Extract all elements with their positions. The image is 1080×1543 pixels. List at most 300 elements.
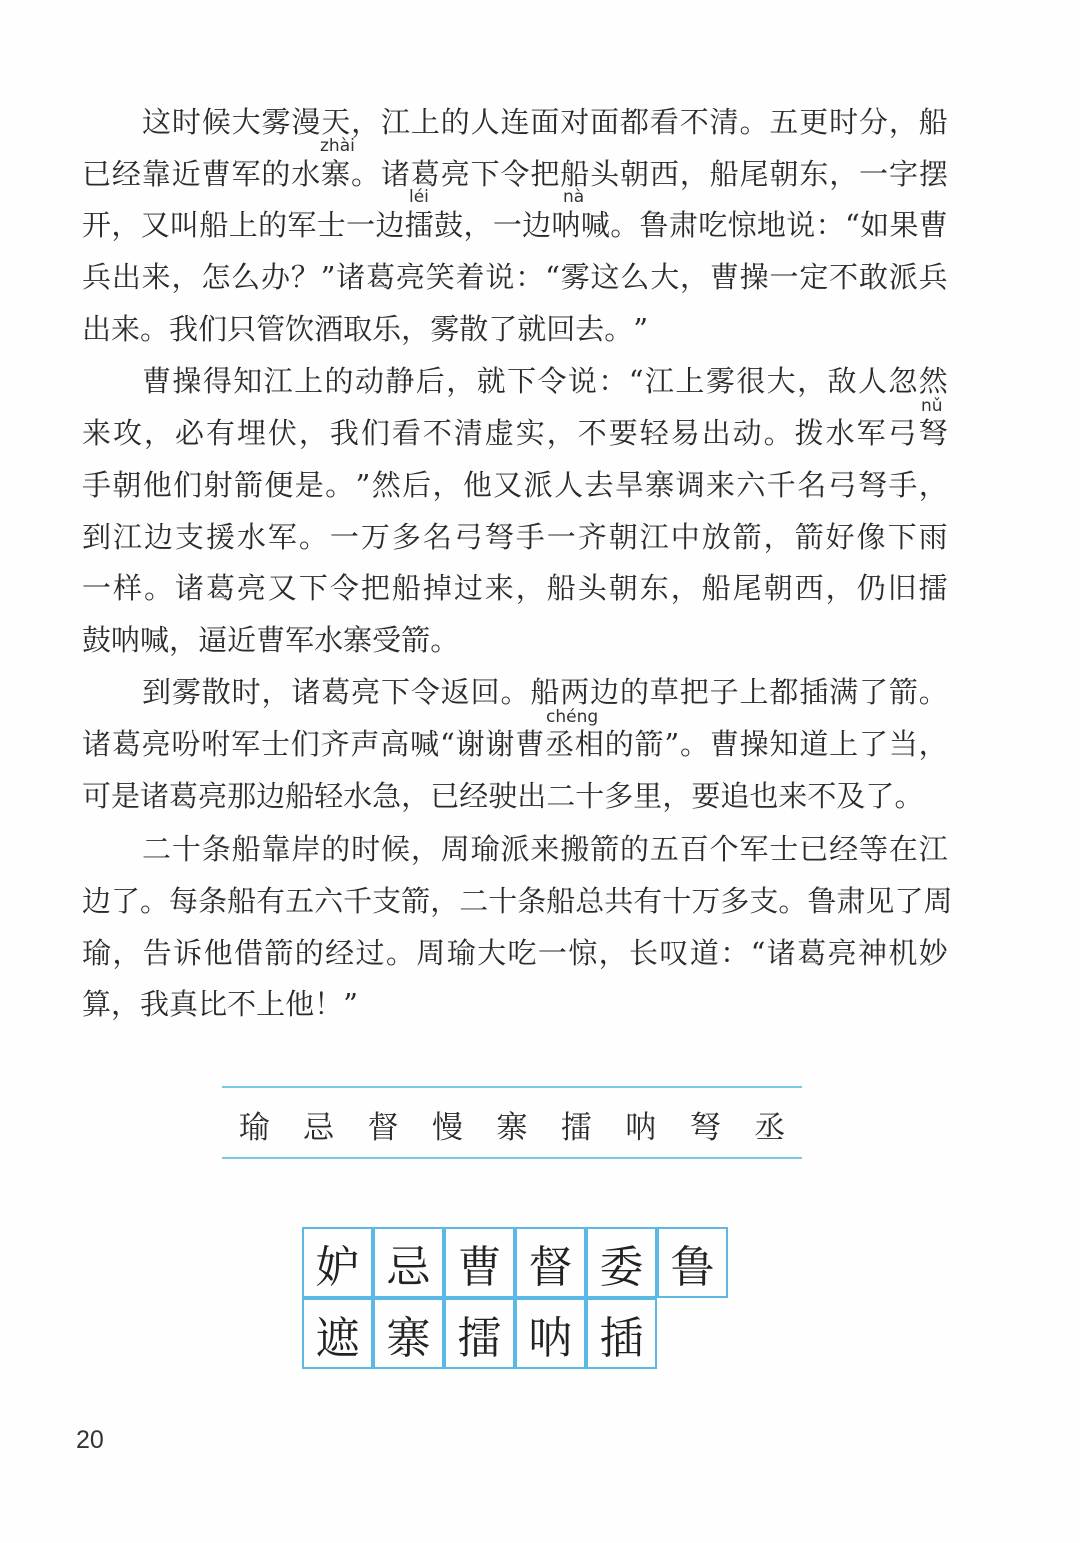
text-char: 返 [440, 675, 470, 709]
text-char: 诸 [174, 571, 204, 605]
text-char: 葛 [321, 675, 351, 709]
text-char: 去 [575, 312, 605, 346]
text-char: 江 [263, 364, 293, 398]
text-char: 我 [329, 416, 359, 450]
text-char: 雨 [918, 520, 948, 554]
text-char: 里 [633, 779, 663, 813]
text-char: 比 [198, 987, 228, 1021]
text-char: 说 [786, 208, 816, 242]
text-char: 出 [517, 779, 547, 813]
text-char: 弓 [453, 520, 483, 554]
text-char: 曹 [918, 208, 948, 242]
text-char: 放 [701, 520, 731, 554]
text-char: 有 [205, 416, 235, 450]
text-char: 时 [829, 105, 859, 139]
text-char: 妙 [918, 936, 948, 970]
text-char: 了 [859, 675, 889, 709]
text-char: 定 [799, 260, 829, 294]
text-char: 江 [381, 105, 411, 139]
text-char: 可 [82, 779, 112, 813]
text-char: ， [111, 208, 141, 242]
text-char: 来 [82, 416, 112, 450]
text-char: 军 [267, 520, 297, 554]
text-char: 。 [385, 936, 415, 970]
text-char: 要 [608, 416, 638, 450]
text-line [82, 724, 948, 764]
text-char: 回 [546, 312, 576, 346]
text-char: 边 [82, 884, 112, 918]
text-line [82, 881, 953, 921]
text-char: 十 [488, 884, 518, 918]
text-char: 不 [422, 416, 452, 450]
text-char: 东 [639, 571, 669, 605]
text-char: 弩 [857, 468, 887, 502]
text-char: 怎 [201, 260, 231, 294]
text-char: 已 [82, 157, 112, 191]
text-char: 上 [256, 987, 286, 1021]
text-char: 二 [142, 832, 172, 866]
text-char: 人 [470, 105, 500, 139]
text-char: 亮 [351, 675, 381, 709]
text-char: 援 [205, 520, 235, 554]
text-char: 头 [577, 571, 607, 605]
text-char: ： [598, 364, 628, 398]
text-char: 诸 [140, 779, 170, 813]
text-char: ， [918, 727, 948, 761]
text-char: 经 [459, 779, 489, 813]
text-char: 近 [171, 157, 201, 191]
writing-grid [302, 1227, 728, 1369]
text-char: 名 [797, 468, 827, 502]
text-char: 分 [859, 105, 889, 139]
text-char: 水 [825, 416, 855, 450]
text-char: ， [515, 571, 545, 605]
text-char: 一 [537, 936, 567, 970]
text-char: 相 [574, 727, 604, 761]
text-char: 尾 [739, 157, 769, 191]
text-char: 下 [381, 675, 411, 709]
text-char: 葛 [366, 260, 396, 294]
text-char: 喊 [580, 208, 610, 242]
text-char: 一 [859, 157, 889, 191]
text-char: 呐 [111, 623, 141, 657]
text-char: ， [680, 260, 710, 294]
text-char: 知 [769, 727, 799, 761]
text-char: 伏 [267, 416, 297, 450]
new-char: 弩 [689, 1109, 721, 1146]
text-char: 来 [111, 312, 141, 346]
text-char: 寨 [321, 157, 351, 191]
text-char: 算 [82, 987, 112, 1021]
text-char: 曹 [515, 727, 545, 761]
text-char: 们 [360, 416, 390, 450]
text-char: 他 [462, 468, 492, 502]
text-line [82, 620, 948, 660]
text-char: 水 [343, 779, 373, 813]
text-char: 要 [691, 779, 721, 813]
text-char: 候 [381, 832, 411, 866]
grid-cell: 擂 [444, 1298, 515, 1369]
text-char: 岸 [291, 832, 321, 866]
text-char: 饮 [285, 312, 315, 346]
grid-cell: 曹 [444, 1227, 515, 1298]
new-char: 督 [367, 1109, 399, 1146]
new-char: 丞 [754, 1109, 786, 1146]
text-char: 了 [894, 884, 924, 918]
text-char: ？ [290, 260, 320, 294]
text-char: 静 [385, 364, 415, 398]
text-char: 船 [285, 779, 315, 813]
text-char: 道 [689, 936, 719, 970]
text-char: ， [829, 157, 859, 191]
text-char: 摆 [918, 157, 948, 191]
text-char: 弓 [887, 416, 917, 450]
text-char: 瑜 [470, 832, 500, 866]
grid-cell: 委 [586, 1227, 657, 1298]
text-char: 雾 [560, 260, 590, 294]
text-char: 曹 [709, 260, 739, 294]
text-char: 令 [410, 675, 440, 709]
text-char: 这 [590, 260, 620, 294]
text-char: 边 [143, 520, 173, 554]
text-char: 如 [860, 208, 890, 242]
text-char: 人 [554, 468, 584, 502]
text-char: ， [888, 105, 918, 139]
text-char: 然 [918, 364, 948, 398]
text-char: 雾 [705, 364, 735, 398]
text-char: 江 [112, 520, 142, 554]
text-char: 都 [620, 105, 650, 139]
text-char: 动 [732, 416, 762, 450]
text-char: 。 [298, 520, 328, 554]
text-char: 散 [201, 675, 231, 709]
text-char: 当 [888, 727, 918, 761]
text-char: 诸 [766, 936, 796, 970]
text-line [82, 465, 948, 505]
text-char: 说 [567, 364, 597, 398]
text-char: 追 [720, 779, 750, 813]
text-char: 士 [316, 208, 346, 242]
text-char: 千 [766, 468, 796, 502]
text-char: 的 [324, 364, 354, 398]
text-char: 的 [620, 832, 650, 866]
text-char: 谢 [485, 727, 515, 761]
text-char: 边 [256, 779, 286, 813]
text-char: 散 [459, 312, 489, 346]
text-char: 令 [329, 571, 359, 605]
text-char: 是 [294, 468, 324, 502]
text-char: 们 [198, 312, 228, 346]
text-char: 军 [739, 832, 769, 866]
text-char: 船 [546, 571, 576, 605]
text-char: 一 [329, 520, 359, 554]
pinyin-annotation: léi [409, 187, 429, 207]
text-char: 呐 [551, 208, 581, 242]
text-char: 是 [111, 779, 141, 813]
text-char: ， [261, 675, 291, 709]
text-char: 船 [231, 832, 261, 866]
text-char: ： [815, 208, 845, 242]
grid-cell: 呐 [515, 1298, 586, 1369]
text-char: 一 [346, 208, 376, 242]
text-char: 军 [231, 157, 261, 191]
text-char: 派 [500, 832, 530, 866]
pinyin-annotation: chéng [546, 707, 599, 727]
text-char: 。 [918, 675, 948, 709]
text-char: ， [143, 416, 173, 450]
text-char: 船 [918, 105, 948, 139]
text-char: 虚 [484, 416, 514, 450]
text-line [142, 102, 948, 142]
text-char: 军 [856, 416, 886, 450]
text-char: 经 [325, 936, 355, 970]
text-char: 葛 [111, 727, 141, 761]
text-char: 雾 [261, 105, 291, 139]
text-char: 拨 [794, 416, 824, 450]
text-line [82, 933, 948, 973]
text-char: 的 [620, 675, 650, 709]
text-char: ， [401, 312, 431, 346]
text-char: 船 [227, 884, 257, 918]
text-char: ， [169, 623, 199, 657]
text-char: 水 [291, 157, 321, 191]
text-char: ” [320, 260, 336, 294]
text-char: 船 [560, 157, 590, 191]
text-char: 面 [590, 105, 620, 139]
text-char: ！ [314, 987, 344, 1021]
text-char: 后 [415, 364, 445, 398]
pinyin-annotation: zhài [320, 136, 355, 156]
text-char: 擂 [918, 571, 948, 605]
text-char: 到 [142, 675, 172, 709]
text-char: 了 [488, 312, 518, 346]
text-char: 到 [82, 520, 112, 554]
text-char: 来 [778, 779, 808, 813]
text-char: 船 [391, 571, 421, 605]
text-char: 告 [142, 936, 172, 970]
text-char: 上 [675, 364, 705, 398]
text-char: 时 [231, 675, 261, 709]
text-char: 肃 [668, 208, 698, 242]
text-char: 出 [701, 416, 731, 450]
text-char: 下 [887, 520, 917, 554]
text-char: 船 [701, 571, 731, 605]
text-char: 箭 [732, 520, 762, 554]
text-char: 说 [485, 260, 515, 294]
text-char: 仍 [856, 571, 886, 605]
text-char: 。 [325, 468, 355, 502]
text-char: 弩 [484, 520, 514, 554]
text-char: 丞 [545, 727, 575, 761]
text-char: 敌 [827, 364, 857, 398]
text-char: 旧 [887, 571, 917, 605]
text-char: 逼 [198, 623, 228, 657]
text-char: 葛 [797, 936, 827, 970]
text-char: 一 [492, 208, 522, 242]
text-char: 箭 [264, 936, 294, 970]
text-char: 他 [142, 468, 172, 502]
text-char: 东 [799, 157, 829, 191]
text-char: 朝 [608, 571, 638, 605]
text-char: 手 [888, 468, 918, 502]
text-char: 箭 [794, 520, 824, 554]
text-char: 后 [402, 468, 432, 502]
text-char: 经 [111, 157, 141, 191]
text-char: ” [355, 468, 371, 502]
text-char: 上 [228, 208, 258, 242]
text-char: 朝 [608, 520, 638, 554]
text-char: 有 [256, 884, 286, 918]
text-char: 上 [294, 364, 324, 398]
text-char: 敢 [858, 260, 888, 294]
text-char: 有 [633, 884, 663, 918]
text-char: 万 [360, 520, 390, 554]
text-char: 箭 [401, 884, 431, 918]
text-char: 操 [172, 364, 202, 398]
text-char: 只 [227, 312, 257, 346]
text-char: 弩 [918, 416, 948, 450]
text-char: “ [844, 208, 860, 242]
text-char: 水 [236, 520, 266, 554]
text-char: 上 [410, 105, 440, 139]
text-char: 名 [422, 520, 452, 554]
text-char: 的 [258, 208, 288, 242]
page-number: 20 [76, 1426, 104, 1454]
text-char: “ [439, 727, 455, 761]
text-char: ， [546, 416, 576, 450]
text-char: ， [662, 779, 692, 813]
text-char: 手 [82, 468, 112, 502]
text-char: 不 [577, 416, 607, 450]
text-char: 亮 [827, 936, 857, 970]
text-char: 。 [894, 779, 924, 813]
text-char: 出 [82, 312, 112, 346]
text-char: ， [171, 260, 201, 294]
text-char: 果 [889, 208, 919, 242]
text-char: 。 [763, 416, 793, 450]
text-char: 亮 [141, 727, 171, 761]
text-char: 掉 [422, 571, 452, 605]
text-char: 操 [739, 260, 769, 294]
text-char: 人 [857, 364, 887, 398]
text-char: 等 [859, 832, 889, 866]
text-char: 他 [203, 936, 233, 970]
text-char: 一 [769, 260, 799, 294]
text-char: 过 [453, 571, 483, 605]
text-char: 易 [670, 416, 700, 450]
text-char: ， [670, 571, 700, 605]
text-char: 六 [314, 884, 344, 918]
text-char: ： [515, 260, 545, 294]
text-char: 下 [298, 571, 328, 605]
text-char: ， [446, 364, 476, 398]
text-char: 六 [736, 468, 766, 502]
text-char: 驶 [488, 779, 518, 813]
text-char: 齐 [320, 727, 350, 761]
text-char: 么 [231, 260, 261, 294]
new-characters-row [222, 1099, 802, 1149]
text-char: ， [111, 987, 141, 1021]
text-line [82, 309, 948, 349]
text-char: 了 [865, 779, 895, 813]
text-line [82, 257, 948, 297]
text-char: 诸 [380, 157, 410, 191]
text-char: 清 [453, 416, 483, 450]
text-char: 像 [856, 520, 886, 554]
grid-cell: 督 [515, 1227, 586, 1298]
text-char: 。 [680, 727, 710, 761]
text-char: 受 [372, 623, 402, 657]
text-char: 回 [470, 675, 500, 709]
text-char: 了 [858, 727, 888, 761]
text-char: 箭 [401, 623, 431, 657]
text-char: 不 [227, 987, 257, 1021]
text-char: ， [351, 105, 381, 139]
text-char: ， [679, 157, 709, 191]
text-char: 鼓 [434, 208, 464, 242]
text-char: 便 [264, 468, 294, 502]
text-char: 二 [459, 884, 489, 918]
text-char: 对 [560, 105, 590, 139]
grid-cell: 遮 [302, 1298, 373, 1369]
text-char: 声 [350, 727, 380, 761]
pinyin-annotation: nà [563, 187, 585, 207]
text-char: 多 [604, 779, 634, 813]
text-line [82, 205, 948, 245]
text-char: 得 [202, 364, 232, 398]
text-char: ， [763, 520, 793, 554]
text-char: 借 [233, 936, 263, 970]
text-char: 亮 [395, 260, 425, 294]
text-char: 派 [523, 468, 553, 502]
text-char: 曹 [256, 623, 286, 657]
text-char: 雾 [171, 675, 201, 709]
text-char: 漫 [291, 105, 321, 139]
text-char: 看 [649, 105, 679, 139]
text-char: 机 [888, 936, 918, 970]
text-char: 的 [604, 727, 634, 761]
text-char: 取 [343, 312, 373, 346]
text-char: 过 [355, 936, 385, 970]
text-char: 轻 [314, 779, 344, 813]
text-char: 忽 [888, 364, 918, 398]
text-line [142, 829, 948, 869]
text-char: 千 [343, 884, 373, 918]
new-char: 呐 [625, 1109, 657, 1146]
text-char: 弓 [827, 468, 857, 502]
text-char: 真 [169, 987, 199, 1021]
text-char: 。 [610, 208, 640, 242]
text-char: 都 [769, 675, 799, 709]
text-char: 道 [799, 727, 829, 761]
text-char: 曹 [201, 157, 231, 191]
text-char: 然 [371, 468, 401, 502]
text-char: 已 [430, 779, 460, 813]
text-char: 大 [477, 936, 507, 970]
text-char: 边 [522, 208, 552, 242]
text-char: 箭 [590, 832, 620, 866]
text-char: 支 [174, 520, 204, 554]
text-char: 旱 [614, 468, 644, 502]
text-char: 支 [749, 884, 779, 918]
text-char: 更 [799, 105, 829, 139]
text-char: 士 [769, 832, 799, 866]
text-char: 中 [670, 520, 700, 554]
text-char: 葛 [205, 571, 235, 605]
text-char: 支 [372, 884, 402, 918]
text-char: 大 [650, 260, 680, 294]
text-char: 们 [290, 727, 320, 761]
